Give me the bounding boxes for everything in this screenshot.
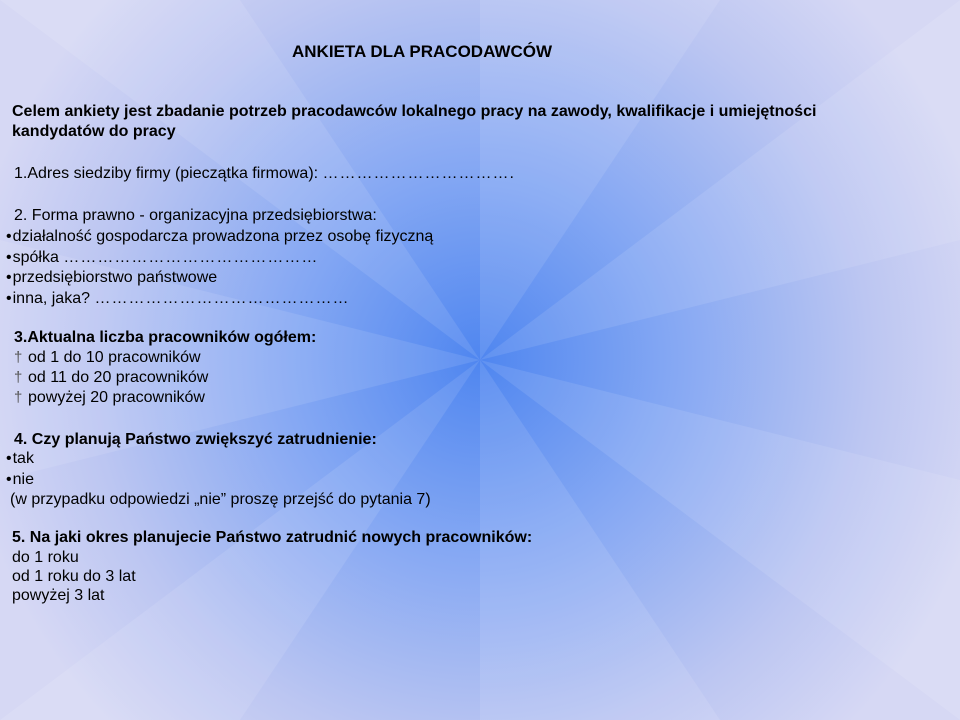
question-5-option-3: powyżej 3 lat: [12, 587, 105, 604]
question-5-option-1: do 1 roku: [12, 549, 79, 566]
question-5-option-2: od 1 roku do 3 lat: [12, 568, 136, 585]
page-title: ANKIETA DLA PRACODAWCÓW: [292, 42, 553, 61]
question-2-label: 2. Forma prawno - organizacyjna przedsiębiorstwa:: [14, 207, 377, 224]
question-3-option-2: [14, 368, 208, 388]
question-2-option-2-fill: ………………………………………: [63, 249, 319, 266]
intro-line-2: kandydatów do pracy: [12, 123, 176, 140]
question-2-option-3: • przedsiębiorstwo państwowe: [6, 268, 217, 288]
question-3-option-1: [14, 348, 201, 368]
question-4-note: (w przypadku odpowiedzi „nie” proszę przejść do pytania 7): [10, 491, 431, 508]
question-2-option-2: [6, 248, 318, 268]
intro-line-1: Celem ankiety jest zbadanie potrzeb pracodawców lokalnego pracy na zawody, kwalifikacje i umiejętności: [12, 103, 817, 120]
question-3-option-3-label: powyżej 20 pracowników: [28, 389, 205, 406]
question-2-option-2-label: • spółka: [6, 249, 59, 266]
checkbox-icon[interactable]: †: [14, 349, 23, 366]
question-4-option-2: • nie: [6, 470, 34, 490]
checkbox-icon[interactable]: †: [14, 369, 23, 386]
question-2-option-4-fill: ………………………………………: [94, 290, 350, 307]
question-3-option-2-label: od 11 do 20 pracowników: [28, 369, 209, 386]
question-4-label: 4. Czy planują Państwo zwiększyć zatrudnienie:: [14, 431, 377, 448]
question-5-label: 5. Na jaki okres planujecie Państwo zatrudnić nowych pracowników:: [12, 529, 533, 546]
question-1-label: 1.Adres siedziby firmy (pieczątka firmowa):: [14, 165, 319, 182]
question-2-option-1: • działalność gospodarcza prowadzona przez osobę fizyczną: [6, 227, 433, 247]
checkbox-icon[interactable]: †: [14, 389, 23, 406]
question-3-option-3: [14, 388, 205, 408]
question-2-option-4-label: • inna, jaka?: [6, 290, 90, 307]
question-1: [14, 164, 515, 184]
question-3-option-1-label: od 1 do 10 pracowników: [28, 349, 201, 366]
question-2-option-4: [6, 289, 349, 309]
question-3-label: 3.Aktualna liczba pracowników ogółem:: [14, 329, 317, 346]
question-1-fill-line: …………………………….: [322, 165, 515, 182]
question-4-option-1: • tak: [6, 449, 34, 469]
